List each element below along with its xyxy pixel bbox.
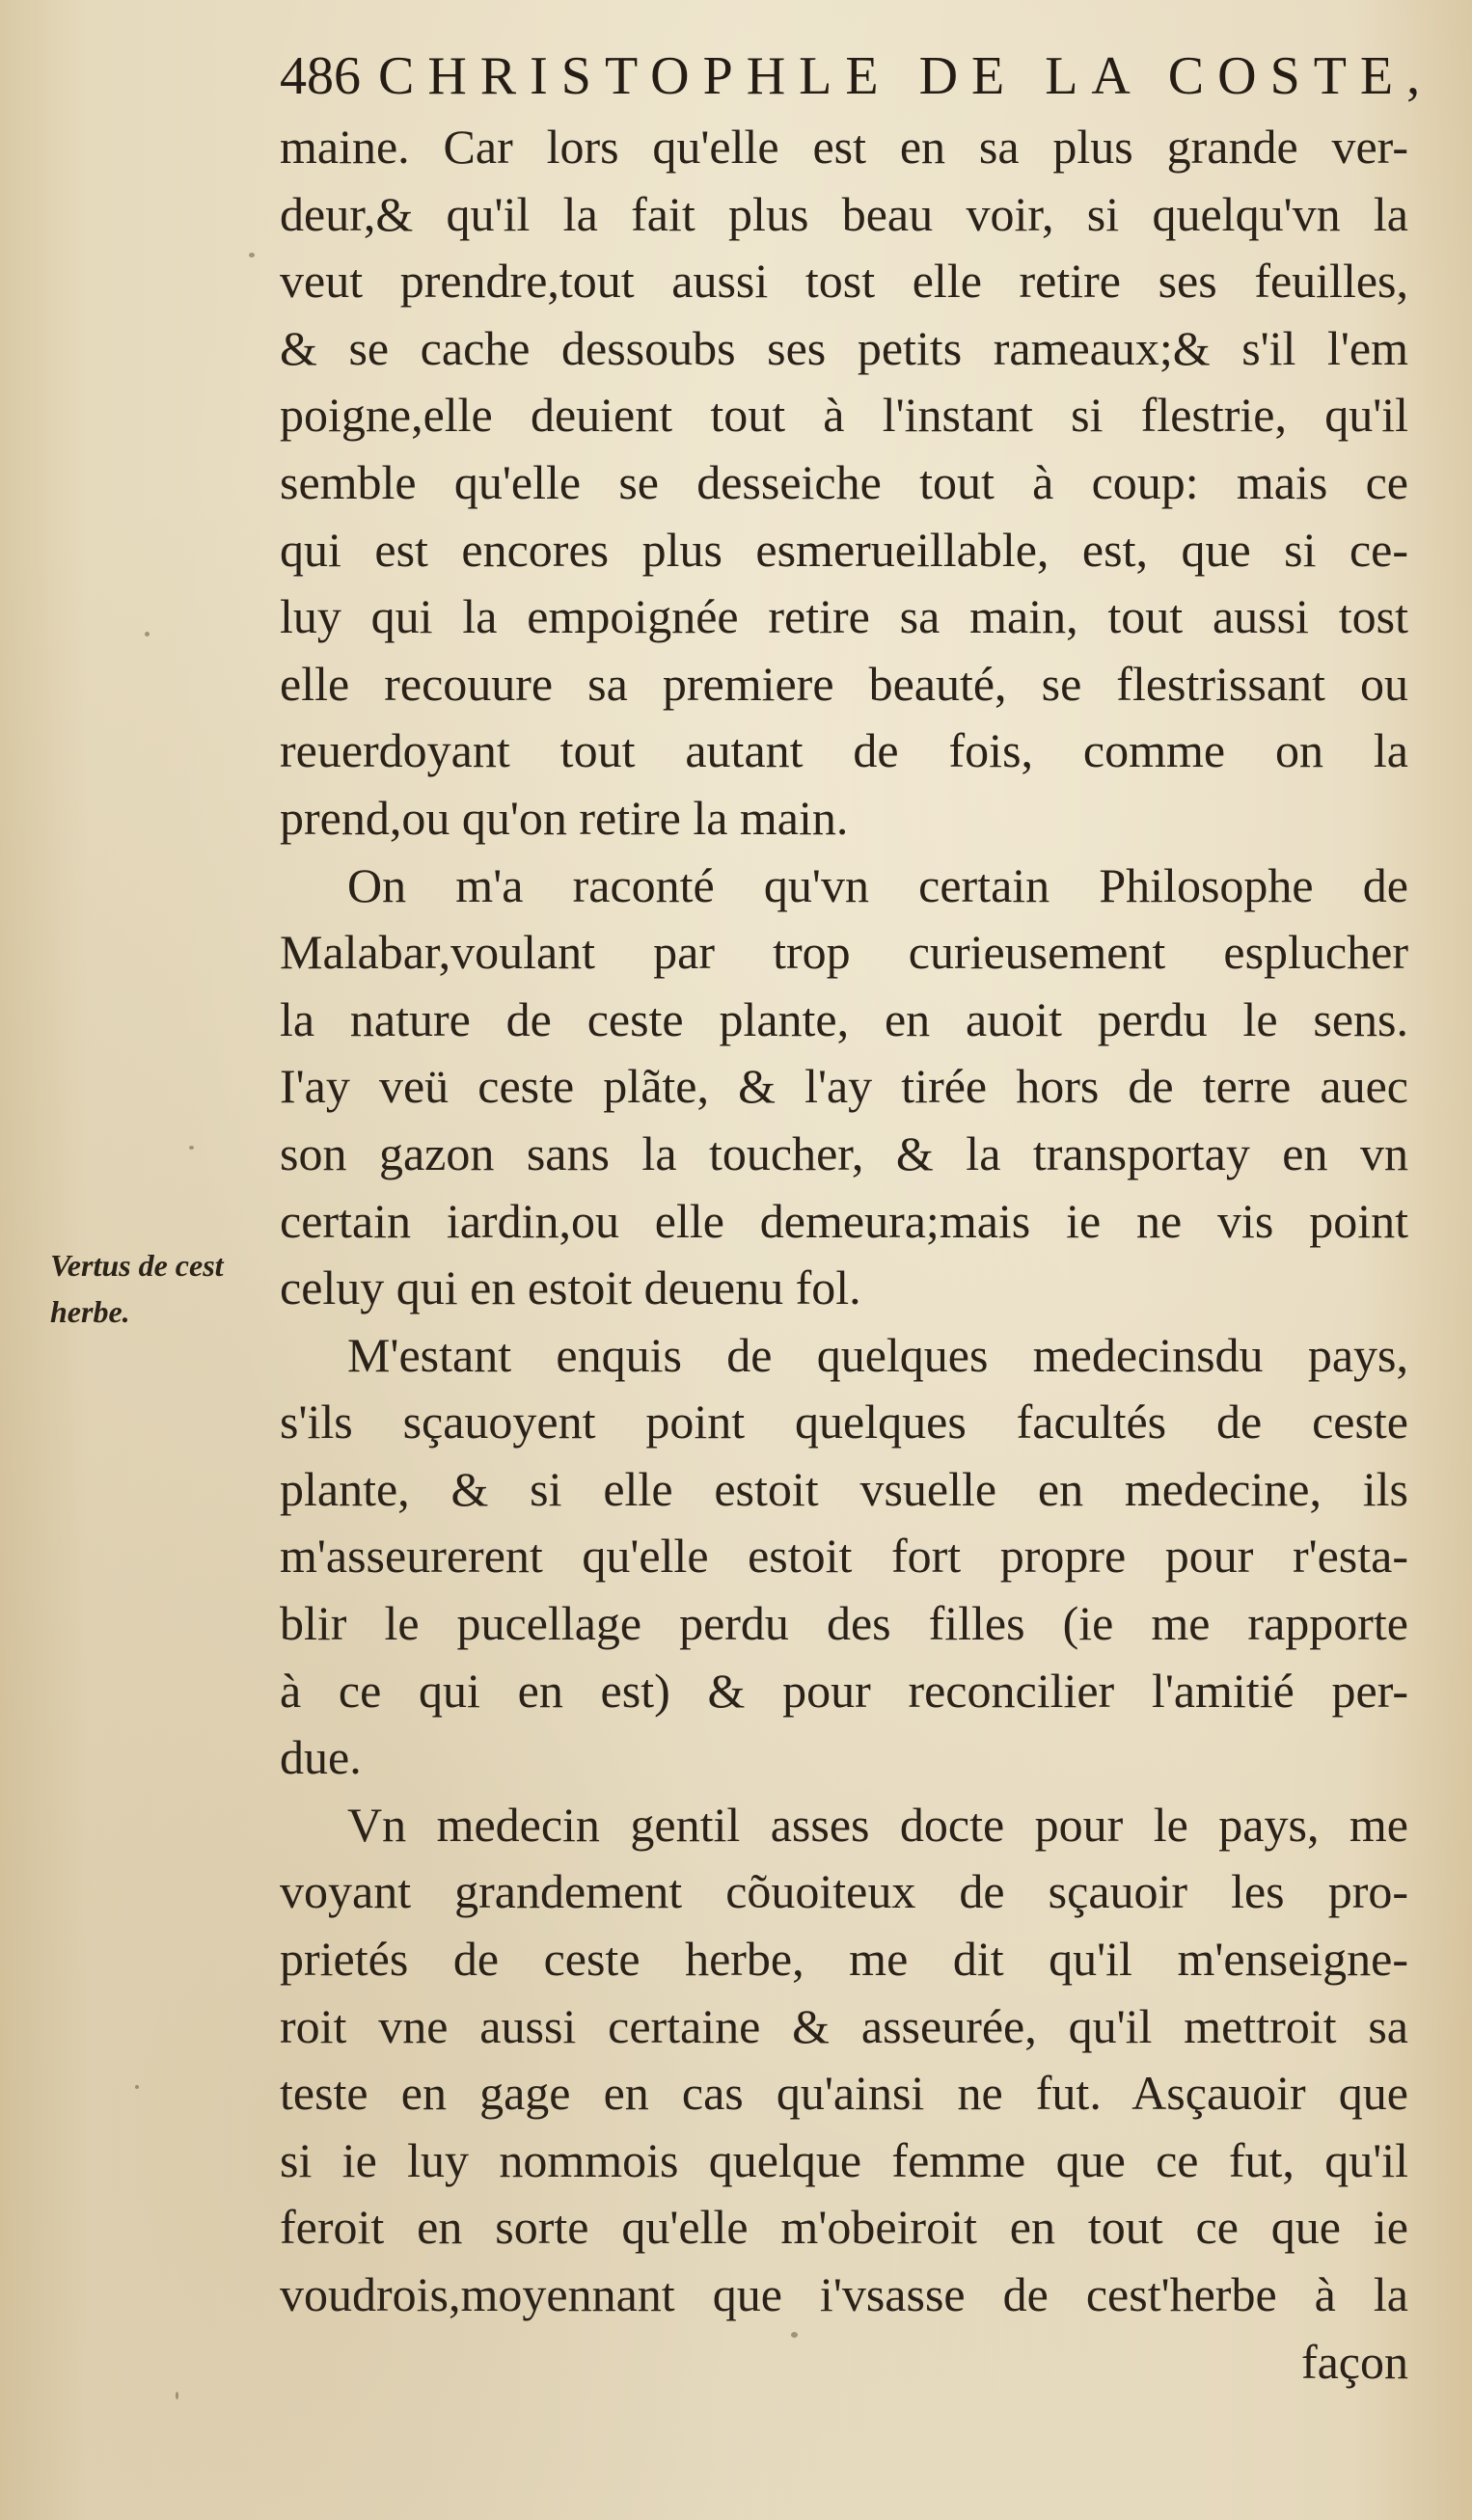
text-line: son gazon sans la toucher, & la transportay en vn	[280, 1125, 1408, 1180]
text-line: poigne,elle deuient tout à l'instant si flestrie, qu'il	[280, 388, 1408, 443]
catchword: façon	[1300, 2334, 1408, 2389]
text-line: celuy qui en estoit deuenu fol.	[280, 1260, 861, 1315]
text-line: à ce qui en est) & pour reconcilier l'amitié per-	[280, 1663, 1408, 1718]
text-line: la nature de ceste plante, en auoit perdu le sens.	[280, 991, 1408, 1046]
paper-speck	[135, 2085, 139, 2089]
paragraph-start: Vn medecin gentil asses docte pour le pays, me	[347, 1797, 1408, 1852]
text-line: I'ay veü ceste plãte, & l'ay tirée hors de terre auec	[280, 1059, 1408, 1114]
running-head	[280, 39, 1434, 114]
text-line: qui est encores plus esmerueillable, est, que si ce-	[280, 522, 1408, 577]
page-text	[280, 39, 1434, 2396]
paragraph-start: On m'a raconté qu'vn certain Philosophe de	[347, 857, 1408, 912]
text-line: blir le pucellage perdu des filles (ie me rapporte	[280, 1596, 1408, 1651]
paper-speck	[249, 253, 255, 257]
text-line: si ie luy nommois quelque femme que ce fut, qu'il	[280, 2132, 1408, 2187]
text-line: s'ils sçauoyent point quelques facultés de ceste	[280, 1395, 1408, 1450]
text-line: Malabar,voulant par trop curieusement esplucher	[280, 925, 1408, 980]
text-line: prietés de ceste herbe, me dit qu'il m'enseigne-	[280, 1932, 1408, 1987]
text-line: certain iardin,ou elle demeura;mais ie ne vis point	[280, 1193, 1408, 1248]
text-line: reuerdoyant tout autant de fois, comme on la	[280, 723, 1408, 778]
text-line: veut prendre,tout aussi tost elle retire ses feuilles,	[280, 254, 1408, 309]
text-line: voyant grandement cõuoiteux de sçauoir les pro-	[280, 1864, 1408, 1919]
text-line: voudrois,moyennant que i'vsasse de cest'herbe à la	[280, 2267, 1408, 2321]
text-line: & se cache dessoubs ses petits rameaux;& s'il l'em	[280, 320, 1408, 375]
text-line: semble qu'elle se desseiche tout à coup: mais ce	[280, 454, 1408, 509]
margin-note	[50, 1242, 282, 1335]
paragraph-start: M'estant enquis de quelques medecinsdu pays,	[347, 1327, 1408, 1382]
text-line: due.	[280, 1730, 362, 1785]
margin-note-line: Vertus de cest	[50, 1248, 224, 1283]
text-line: m'asseurerent qu'elle estoit fort propre pour r'esta-	[280, 1529, 1408, 1584]
running-title: CHRISTOPHLE DE LA COSTE,	[378, 46, 1434, 106]
text-line: roit vne aussi certaine & asseurée, qu'il mettroit sa	[280, 1998, 1408, 2053]
paper-speck	[145, 632, 150, 637]
paper-speck	[176, 2392, 178, 2399]
text-line: maine. Car lors qu'elle est en sa plus grande ver-	[280, 120, 1408, 174]
text-line: feroit en sorte qu'elle m'obeiroit en tout ce que ie	[280, 2200, 1408, 2255]
text-line: luy qui la empoignée retire sa main, tout aussi tost	[280, 589, 1408, 644]
page-number: 486	[280, 46, 361, 106]
text-line: teste en gage en cas qu'ainsi ne fut. Asçauoir que	[280, 2066, 1408, 2121]
text-line: elle recouure sa premiere beauté, se flestrissant ou	[280, 656, 1408, 711]
text-line: plante, & si elle estoit vsuelle en medecine, ils	[280, 1461, 1408, 1516]
text-line: deur,& qu'il la fait plus beau voir, si quelqu'vn la	[280, 186, 1408, 241]
margin-note-line: herbe.	[50, 1294, 130, 1329]
paper-speck	[189, 1146, 194, 1150]
text-line: prend,ou qu'on retire la main.	[280, 790, 849, 845]
